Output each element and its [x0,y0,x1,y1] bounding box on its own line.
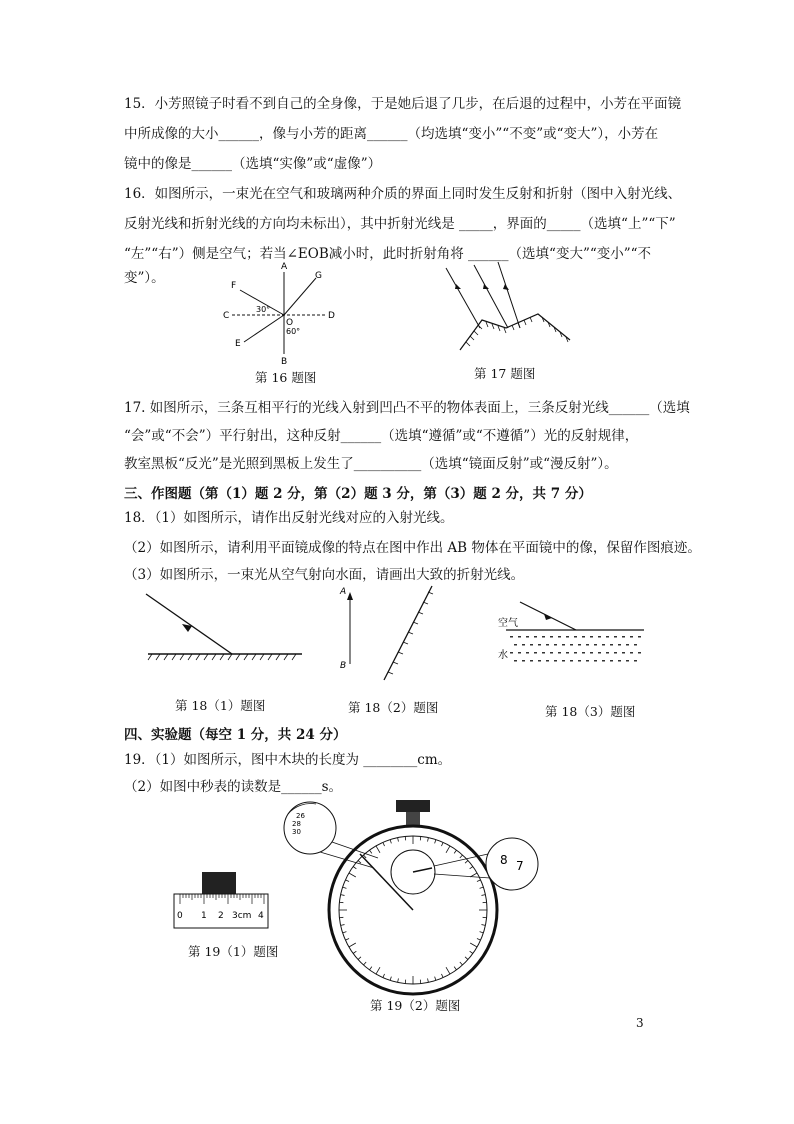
ruler-label-4: 4 [258,911,264,921]
ruler-label-0: 0 [177,911,183,921]
fig18-3-air-label: 空气 [498,618,518,629]
q18-2: （2）如图所示，请利用平面镜成像的特点在图中作出 AB 物体在平面镜中的像，保留作图痕迹。 [124,540,701,556]
ruler-label-3cm: 3cm [232,911,252,921]
q15-line2: 中所成像的大小______，像与小芳的距离______（均选填“变小”“不变”或“变大”），小芳在 [124,126,659,142]
q17-line3: 教室黑板“反光”是光照到黑板上发生了__________（选填“镜面反射”或“漫反射”）。 [124,456,618,472]
fig19-2-caption: 第 19（2）题图 [370,998,461,1013]
q18-3: （3）如图所示，一束光从空气射向水面，请画出大致的折射光线。 [124,567,525,583]
figure-19-1-ruler [172,870,272,930]
fig18-3-caption: 第 18（3）题图 [545,704,636,719]
ruler-label-1: 1 [201,911,207,921]
fig16-label-d: D [328,311,335,321]
q17-line2: “会”或“不会”）平行射出，这种反射______（选填“遵循”或“不遵循”）光的反射规律， [124,428,639,444]
fig16-label-a: A [281,262,288,272]
fig18-label-b: B [340,661,347,671]
ruler-label-2: 2 [218,911,224,921]
q15-line3: 镜中的像是______（选填“实像”或“虚像”） [124,156,382,172]
zoom-right-7: 7 [516,859,524,873]
fig18-3-water-label: 水 [498,650,508,661]
fig16-caption: 第 16 题图 [255,370,317,385]
fig17-caption: 第 17 题图 [474,366,536,381]
fig16-label-b: B [281,357,288,367]
q16-line1: 16．如图所示，一束光在空气和玻璃两种介质的界面上同时发生反射和折射（图中入射光线、 [124,186,682,202]
fig16-label-f: F [231,281,237,291]
fig16-angle-60: 60° [286,327,301,336]
page-number: 3 [636,1016,644,1030]
figure-18-1 [146,592,306,662]
section-3-heading: 三、作图题（第（1）题 2 分，第（2）题 3 分，第（3）题 2 分，共 7 分） [124,486,592,502]
q18-1: 18．（1）如图所示，请作出反射光线对应的入射光线。 [124,510,454,526]
fig19-1-caption: 第 19（1）题图 [188,944,279,959]
fig16-label-o: O [286,318,294,328]
section-4-heading: 四、实验题（每空 1 分，共 24 分） [124,727,347,743]
zoom-left-28: 28 [292,820,301,828]
fig16-label-c: C [223,311,230,321]
fig16-label-e: E [235,339,241,349]
fig16-label-g: G [315,271,322,281]
q17-line1: 17. 如图所示，三条互相平行的光线入射到凹凸不平的物体表面上，三条反射光线______（选填 [124,400,690,416]
q19-1: 19．（1）如图所示，图中木块的长度为 ________cm。 [124,752,452,768]
figure-18-3 [496,600,646,670]
figure-18-2 [336,584,446,684]
figure-16 [222,262,342,367]
zoom-right-8: 8 [500,853,508,867]
fig18-1-caption: 第 18（1）题图 [175,698,266,713]
fig18-2-caption: 第 18（2）题图 [348,700,439,715]
q19-2: （2）如图中秒表的读数是______s。 [124,779,343,795]
q16-line3: “左”“右”）侧是空气；若当∠EOB减小时，此时折射角将 ______（选填“变大”“变小”“不 [124,246,652,262]
q15-line1: 15．小芳照镜子时看不到自己的全身像，于是她后退了几步，在后退的过程中，小芳在平面镜 [124,96,682,112]
figure-17 [446,262,576,352]
fig16-angle-30: 30° [256,305,271,314]
zoom-left-26: 26 [296,812,305,820]
zoom-left-30: 30 [292,828,301,836]
q16-line4: 变”）。 [124,270,165,286]
figure-19-2-stopwatch [282,798,542,1008]
q16-line2: 反射光线和折射光线的方向均未标出），其中折射光线是 _____，界面的_____（选填“上”“下” [124,216,676,232]
fig18-label-a: A [340,587,347,597]
